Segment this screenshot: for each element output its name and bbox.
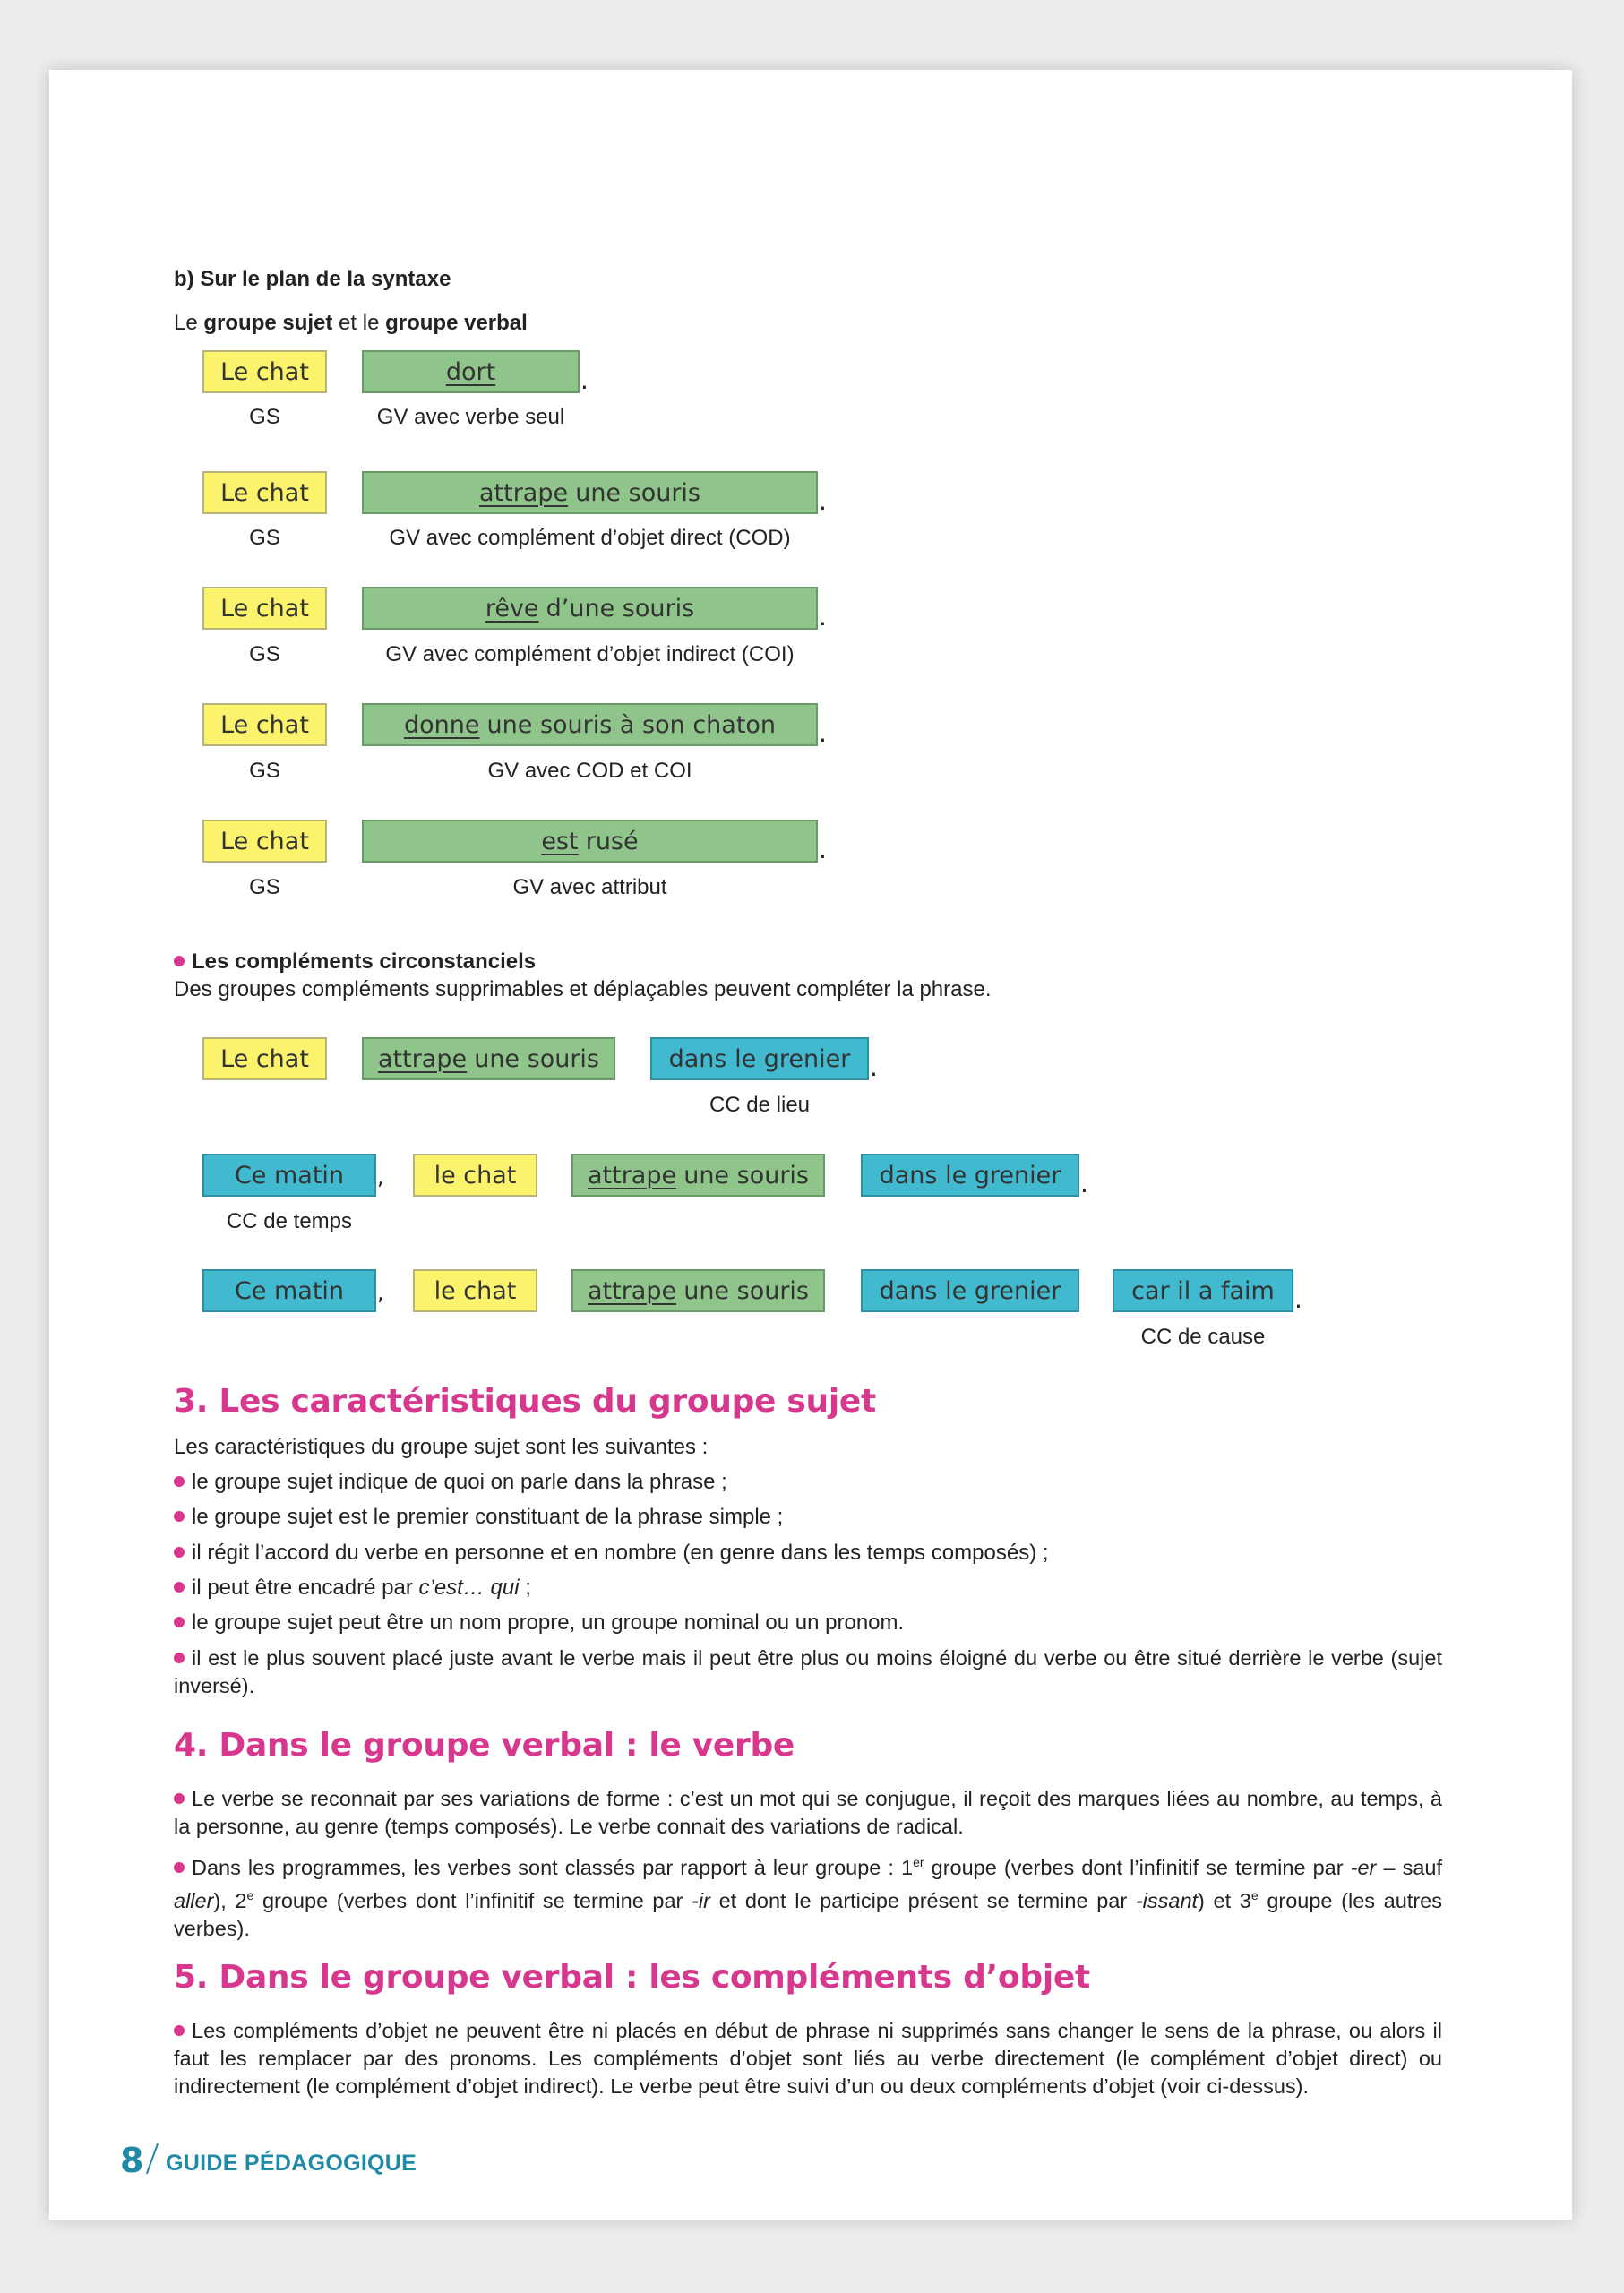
gv-rest: une souris <box>474 1044 599 1073</box>
punctuation: . <box>819 835 827 864</box>
section-b-title: b) Sur le plan de la syntaxe <box>174 267 451 291</box>
section-3-bullet <box>174 1504 783 1531</box>
p2-italic: -issant <box>1135 1888 1199 1912</box>
gv-label: GV avec COD et COI <box>487 759 692 783</box>
intro-mid: et le <box>332 311 386 335</box>
bullet-italic: c’est… qui <box>418 1576 520 1600</box>
section-b-intro <box>174 310 528 337</box>
comma: , <box>377 1280 384 1305</box>
bullet-text: il est le plus souvent placé juste avant le verbe mais il peut être plus ou moins éloigné du verbe ou être situé derrière le verbe (sujet inversé). <box>174 1646 1442 1697</box>
gv-rest: d’une souris <box>546 594 695 623</box>
gs-label: GS <box>249 642 280 666</box>
verb: donne <box>403 710 480 739</box>
cc-title-text: Les compléments circonstanciels <box>192 949 537 974</box>
section-3-heading: 3. Les caractéristiques du groupe sujet <box>174 1383 876 1420</box>
section-3-intro: Les caractéristiques du groupe sujet sont les suivantes : <box>174 1435 709 1459</box>
intro-groupe-verbal: groupe verbal <box>385 311 528 335</box>
gv-rest: une souris <box>683 1276 809 1305</box>
section-3-bullet <box>174 1540 1049 1567</box>
verb: dort <box>445 357 496 386</box>
gv-box <box>571 1154 825 1197</box>
cc-title <box>174 949 536 975</box>
gs-label: GS <box>249 759 280 783</box>
gv-box <box>362 587 818 630</box>
gv-box <box>362 471 818 514</box>
gs-box: le chat <box>413 1154 537 1197</box>
gs-box: Le chat <box>202 350 327 393</box>
gv-rest: une souris <box>683 1161 809 1189</box>
section-3-bullet <box>174 1645 1442 1700</box>
gv-box <box>362 350 580 393</box>
gs-label: GS <box>249 875 280 899</box>
cc-lieu-box: dans le grenier <box>650 1037 869 1080</box>
p2-sup: er <box>913 1855 924 1869</box>
punctuation: . <box>819 602 827 631</box>
p2-c: – sauf <box>1376 1855 1443 1879</box>
gv-label: GV avec complément d’objet indirect (COI) <box>385 642 795 666</box>
gs-box: Le chat <box>202 703 327 746</box>
gs-box: Le chat <box>202 587 327 630</box>
cc-lieu-box: dans le grenier <box>861 1154 1079 1197</box>
punctuation: . <box>1294 1284 1302 1314</box>
section-5-heading: 5. Dans le groupe verbal : les compléments d’objet <box>174 1959 1090 1996</box>
gv-box <box>362 820 818 863</box>
p2-f: et dont le participe présent se termine par <box>709 1888 1136 1912</box>
bullet-dot <box>174 1476 185 1487</box>
gv-label: GV avec verbe seul <box>376 405 565 429</box>
gs-box: Le chat <box>202 820 327 863</box>
gv-rest: une souris à son chaton <box>486 710 777 739</box>
bullet-dot <box>174 1653 185 1663</box>
bullet-dot <box>174 1582 185 1593</box>
comma: , <box>377 1164 384 1189</box>
verb: attrape <box>587 1161 677 1189</box>
punctuation: . <box>819 718 827 748</box>
gv-rest: une souris <box>575 478 700 507</box>
gv-rest: rusé <box>585 827 639 855</box>
gs-label: GS <box>249 526 280 550</box>
bullet-dot <box>174 1547 185 1558</box>
verb: attrape <box>587 1276 677 1305</box>
p2-a: Dans les programmes, les verbes sont classés par rapport à leur groupe : 1 <box>192 1855 914 1879</box>
gs-box: Le chat <box>202 1037 327 1080</box>
gs-box: le chat <box>413 1269 537 1312</box>
verb: attrape <box>478 478 569 507</box>
section-4-paragraph <box>174 1785 1442 1841</box>
p2-e: groupe (verbes dont l’infinitif se termine par <box>253 1888 692 1912</box>
verb: est <box>541 827 579 855</box>
bullet-text-end: ; <box>519 1576 531 1600</box>
punctuation: . <box>870 1052 878 1082</box>
p2-sup: e <box>246 1887 254 1902</box>
bullet-dot <box>174 2025 185 2036</box>
bullet-dot <box>174 1617 185 1627</box>
footer-label: GUIDE PÉDAGOGIQUE <box>166 2151 417 2176</box>
cc-temps-box: Ce matin <box>202 1269 376 1312</box>
bullet-dot <box>174 1862 185 1873</box>
punctuation: . <box>819 486 827 516</box>
cc-lieu-box: dans le grenier <box>861 1269 1079 1312</box>
p2-italic: -ir <box>692 1888 710 1912</box>
section-5-paragraph <box>174 2017 1442 2100</box>
bullet-text: il régit l’accord du verbe en personne et en nombre (en genre dans les temps composés) ; <box>192 1541 1049 1565</box>
cc-lieu-label: CC de lieu <box>709 1093 811 1117</box>
gv-box <box>571 1269 825 1312</box>
verb: attrape <box>377 1044 468 1073</box>
bullet-text: le groupe sujet peut être un nom propre, un groupe nominal ou un pronom. <box>192 1610 905 1635</box>
cc-temps-box: Ce matin <box>202 1154 376 1197</box>
verb: rêve <box>485 594 539 623</box>
paragraph-text: Le verbe se reconnait par ses variations de forme : c’est un mot qui se conjugue, il reçoit des marques liées au nombre, au temps, à la personne, au genre (temps composés). Le verbe connait des variations de radical. <box>174 1787 1442 1838</box>
p2-b: groupe (verbes dont l’infinitif se termine par <box>924 1855 1351 1879</box>
section-4-heading: 4. Dans le groupe verbal : le verbe <box>174 1727 795 1764</box>
bullet-dot <box>174 1793 185 1804</box>
cc-text: Des groupes compléments supprimables et déplaçables peuvent compléter la phrase. <box>174 977 992 1001</box>
gv-label: GV avec attribut <box>512 875 667 899</box>
bullet-text: le groupe sujet indique de quoi on parle dans la phrase ; <box>192 1470 727 1494</box>
gv-label: GV avec complément d’objet direct (COD) <box>389 526 791 550</box>
gv-box <box>362 703 818 746</box>
section-3-bullet <box>174 1469 727 1496</box>
cc-temps-label: CC de temps <box>226 1209 353 1233</box>
section-3-bullet <box>174 1575 531 1602</box>
gs-box: Le chat <box>202 471 327 514</box>
paragraph-text: Les compléments d’objet ne peuvent être ni placés en début de phrase ni supprimés sans changer le sens de la phrase, ou alors il faut les remplacer par des pronoms. Les compléments d’objet sont liés au verbe directement (le complément d’objet direct) ou indirectement (le complément d’objet indirect). Le verbe peut être suivi d’un ou deux compléments d’objet (voir ci-dessus). <box>174 2019 1442 2098</box>
bullet-text: il peut être encadré par <box>192 1576 419 1600</box>
p2-sup: e <box>1250 1887 1259 1902</box>
bullet-dot <box>174 956 185 966</box>
p2-g: ) et 3 <box>1198 1888 1251 1912</box>
intro-groupe-sujet: groupe sujet <box>203 311 333 335</box>
gs-label: GS <box>249 405 280 429</box>
p2-h: groupe (les autres verbes). <box>174 1888 1442 1940</box>
punctuation: . <box>1080 1169 1088 1198</box>
bullet-text: le groupe sujet est le premier constituant de la phrase simple ; <box>192 1505 784 1529</box>
bullet-dot <box>174 1511 185 1522</box>
cc-cause-box: car il a faim <box>1113 1269 1293 1312</box>
cc-cause-label: CC de cause <box>1140 1325 1266 1349</box>
intro-prefix: Le <box>174 311 204 335</box>
punctuation: . <box>580 365 589 395</box>
p2-italic: -er <box>1350 1855 1377 1879</box>
gv-box <box>362 1037 615 1080</box>
page-number: 8 <box>120 2141 144 2180</box>
p2-italic: aller <box>174 1888 214 1912</box>
p2-d: ), 2 <box>213 1888 247 1912</box>
section-4-paragraph <box>174 1849 1442 1943</box>
section-3-bullet <box>174 1610 904 1636</box>
